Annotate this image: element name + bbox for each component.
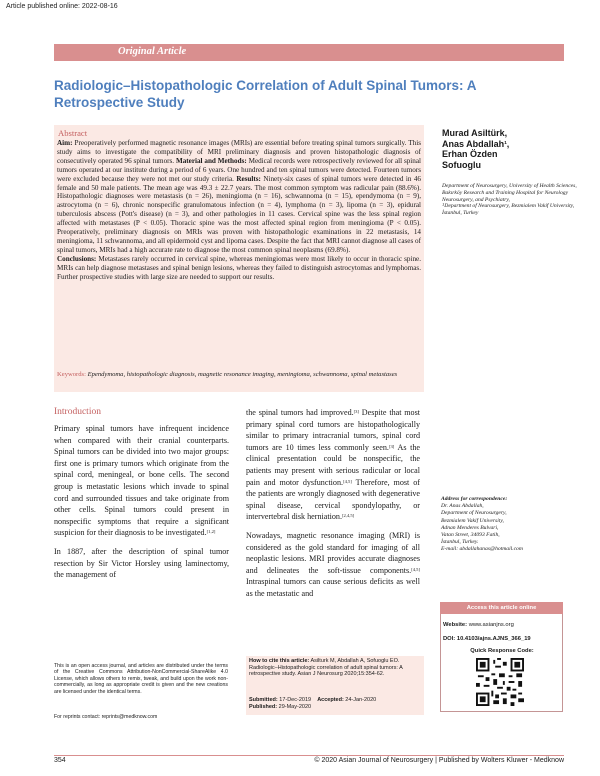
author-line-1: Murad Asiltürk,	[442, 128, 508, 138]
results-label: Results:	[233, 174, 261, 183]
intro-paragraph-3: the spinal tumors had improved.[3] Despite that most primary spinal cord tumors are histopathologically similar to primary intracranial tumors, spinal cord tumors are 10 times less commonly seen.[3] As the clinical presentation could be nonspecific, the patients may present with serious radicular or local pain and motor dysfunction.[4,5] Therefore, most of the patients are wrongly diagnosed with degenerative spinal disease, cervical spondylopathy, or intervertebral disk herniation.[2,4,5]	[246, 408, 421, 522]
access-header: Access this article online	[440, 602, 563, 614]
author-line-3: Erhan Özden	[442, 149, 498, 159]
author-line-4: Sofuoglu	[442, 159, 481, 170]
corr-email[interactable]: E-mail: abdallahanas@hotmail.com	[441, 546, 523, 553]
corr-univ: Bezmialem Vakif University,	[441, 517, 504, 524]
footer-copyright: © 2020 Asian Journal of Neurosurgery | Published by Wolters Kluwer - Medknow	[314, 757, 564, 764]
aim-text: Preoperatively performed magnetic resonance images (MRIs) are essential before treating spinal tumors surgically. This study aims to investigate the compatibility of MRI preliminary diagnosis and proven histopathologic diagnosis of consecutively operated 96 spinal tumors.	[57, 139, 421, 165]
intro-paragraph-1: Primary spinal tumors have infrequent incidence when compared with their cranial counterparts. Spinal tumors can be divided into two major groups: first one is primary tumors which originate from the spinal cord, meningeal, or bone cells. The second group is metastatic lesions which invade to spinal cord and surrounded tissues and take originate from other cells. Spinal tumors could present in nonspecific symptoms that require a significant suspicion for their diagnosis to be investigated.[1,2]	[54, 424, 229, 538]
affiliation-2: $^1$Department of Neurosurgery, Bezmialem Vakif University, İstanbul, Turkey	[442, 202, 575, 217]
body-column-right	[246, 407, 420, 600]
website-link[interactable]: Website: www.asianjns.org	[443, 622, 514, 628]
footer-divider	[54, 755, 564, 756]
conclusions-text: Metastases rarely occurred in cervical spine, whereas meningiomas were most likely to occur in thoracic spine. MRIs can help diagnose metastases and spinal benign lesions, whereas they failed to distinguish astrocytomas and lymphomas. Further prospective studies with large size are needed to support our results.	[57, 254, 421, 281]
citation-text: How to cite this article: Asilturk M, Abdallah A, Sofuoglu EO. Radiologic–Histopathologic correlation of adult spinal tumors: A retrospective study. Asian J Neurosurg 2020;15:354-62.	[249, 658, 403, 678]
keywords-text: Ependymoma, histopathologic diagnosis, magnetic resonance imaging, meningioma, schwannoma, spinal metastases	[85, 371, 398, 378]
corr-dept: Department of Neurosurgery,	[441, 510, 507, 517]
keywords-label: Keywords:	[57, 371, 86, 378]
page-number: 354	[54, 757, 66, 764]
correspondence-heading: Address for correspondence:	[441, 496, 508, 502]
section-label: Original Article	[118, 46, 187, 57]
introduction-heading: Introduction	[54, 407, 101, 417]
license-notice: This is an open access journal, and articles are distributed under the terms of the Creative Commons Attribution-NonCommercial-ShareAlike 4.0 License, which allows others to remix, tweak, and build upon the work non-commercially, as long as appropriate credit is given and the new creations are licensed under the identical terms.	[54, 663, 228, 695]
author-list	[442, 128, 572, 170]
reprints-contact: For reprints contact: reprints@medknow.com	[54, 714, 158, 720]
author-line-2: Anas Abdallah$^1$,	[442, 138, 510, 149]
abstract-body	[57, 139, 421, 282]
article-title: Radiologic–Histopathologic Correlation of Adult Spinal Tumors: A Retrospective Study	[54, 78, 477, 110]
body-column-left	[54, 423, 229, 581]
results-text: Ninety-six cases of spinal tumors were detected in 46 female and 50 male patients. The mean age was 49.3 ± 22.7 years. The most common symptom was radicular pain (88.6%). Histopathologic diagnoses were metastasis (n = 26), meningioma (n = 16), schwannoma (n = 15), ependymoma (n = 9), astrocytoma (n = 6), chronic nonspecific granulomatous infection (n = 4), lymphoma (n = 3), lipoma (n = 3), epidural tuberculosis abscess (Pott's disease) (n = 3), and other pathologies in 11 cases. Cervical spine was the less spinal region affected with metastases (P < 0.05). Thoracic spine was the most affected spinal region from meningioma (P < 0.05). Preoperatively, preliminary diagnosis on MRIs was proven with histopathologic examinations in 22 metastasis, 14 meningioma, 11 schwannoma, and all epidermoid cyst and lipoma cases. Despite the fact that MRI cannot diagnose all cases of spinal tumors, MRIs had a high accurate rate to diagnose the most common spinal neoplasms (69.8%).	[57, 174, 421, 254]
aim-label: Aim:	[57, 139, 73, 147]
correspondence-address	[441, 496, 566, 554]
affiliation-1: Department of Neurosurgery, University of Health Sciences, Bakırköy Research and Training Hospital for Neurology Neurosurgery, and Psychiatry,	[442, 183, 577, 203]
methods-label: Material and Methods:	[174, 156, 247, 165]
affiliations	[442, 183, 582, 217]
methods-text: Medical records were retrospectively reviewed for all spinal tumors operated at our institute during a period of 6 years. One hundred and ten spinal tumors were detected. Fourteen tumors were excluded because they were not met our study criteria.	[57, 156, 422, 183]
corr-city: Vatan Street, 34093 Fatih,	[441, 532, 500, 539]
doi-link[interactable]: DOI: 10.4103/ajns.AJNS_366_19	[443, 636, 531, 642]
qr-code-icon[interactable]	[476, 658, 524, 706]
qr-label: Quick Response Code:	[470, 648, 534, 654]
corr-street: Adnan Menderes Bulvari,	[441, 524, 499, 531]
corr-country: İstanbul, Turkey.	[441, 539, 479, 546]
abstract-heading: Abstract	[58, 128, 88, 138]
conclusions-label: Conclusions:	[57, 254, 97, 263]
publication-note: Article published online: 2022-08-16	[6, 3, 118, 10]
article-dates: Submitted: 17-Dec-2019 Accepted: 24-Jan-2020 Published: 29-May-2020	[249, 697, 377, 710]
intro-paragraph-4: Nowadays, magnetic resonance imaging (MRI) is considered as the gold standard for imaging of all neoplastic lesions. MRI provides accurate diagnoses and delineates the soft-tissue components.[4,5] Intraspinal tumors can cause serious deficits as well as the metastatic and	[246, 530, 420, 598]
keywords	[57, 370, 421, 379]
corr-name: Dr. Anas Abdallah,	[441, 503, 484, 510]
intro-paragraph-2: In 1887, after the description of spinal tumor resection by Sir Victor Horsley using laminectomy, the management of	[54, 546, 229, 580]
